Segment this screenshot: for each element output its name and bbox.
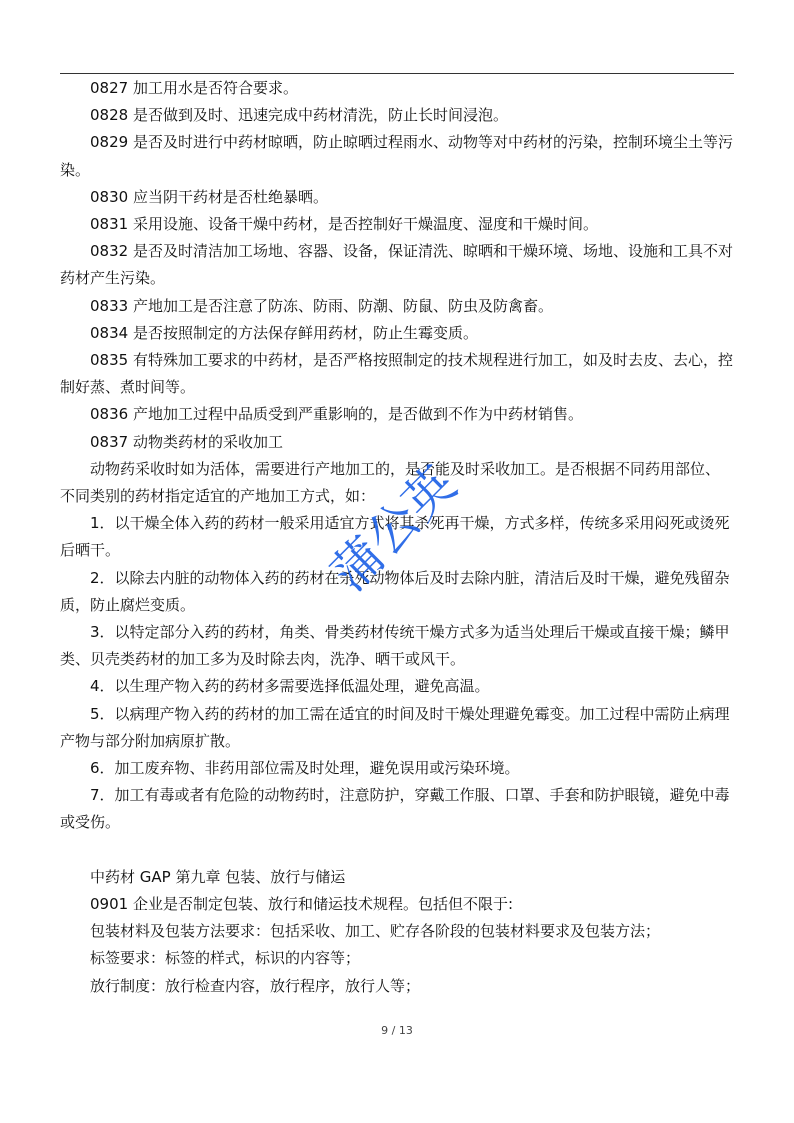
chapter-line-release: 放行制度：放行检查内容，放行程序，放行人等； [90, 976, 421, 995]
paragraph-0832: 0832 是否及时清洁加工场地、容器、设备，保证清洗、晾晒和干燥环境、场地、设施和工具不对药材产生污染。 [60, 242, 733, 288]
header-rule [60, 73, 734, 74]
paragraph-0834: 0834 是否按照制定的方法保存鲜用药材，防止生霉变质。 [90, 323, 478, 342]
chapter-line-label: 标签要求：标签的样式，标识的内容等； [90, 949, 361, 968]
paragraph-0827: 0827 加工用水是否符合要求。 [90, 79, 298, 97]
paragraph-0831: 0831 采用设施、设备干燥中药材，是否控制好干燥温度、湿度和干燥时间。 [90, 215, 598, 234]
paragraph-0833: 0833 产地加工是否注意了防冻、防雨、防潮、防鼠、防虫及防禽畜。 [90, 296, 553, 315]
list-item-3: 3．以特定部分入药的药材，角类、骨类药材传统干燥方式多为适当处理后干燥或直接干燥；鳞甲类、贝壳类药材的加工多为及时除去肉，洗净、晒干或风干。 [60, 623, 730, 669]
paragraph-intro: 动物药采收时如为活体，需要进行产地加工的，是否能及时采收加工。是否根据不同药用部位、不同类别的药材指定适宜的产地加工方式，如： [60, 459, 721, 506]
page-number: 9 / 13 [381, 1024, 413, 1037]
chapter-line-packaging: 包装材料及包装方法要求：包括采收、加工、贮存各阶段的包装材料要求及包装方法； [90, 922, 661, 941]
chapter-item-0901: 0901 企业是否制定包装、放行和储运技术规程。包括但不限于: [90, 894, 513, 913]
chapter-title: 中药材 GAP 第九章 包装、放行与储运 [90, 867, 346, 886]
list-item-2: 2．以除去内脏的动物体入药的药材在杀死动物体后及时去除内脏，清洁后及时干燥，避免残留杂质，防止腐烂变质。 [60, 568, 730, 614]
list-item-7: 7．加工有毒或者有危险的动物药时，注意防护，穿戴工作服、口罩、手套和防护眼镜，避免中毒或受伤。 [60, 786, 730, 832]
paragraph-0830: 0830 应当阴干药材是否杜绝暴晒。 [90, 187, 328, 206]
paragraph-0836: 0836 产地加工过程中品质受到严重影响的，是否做到不作为中药材销售。 [90, 405, 583, 424]
list-item-1: 1．以干燥全体入药的药材一般采用适宜方式将其杀死再干燥，方式多样，传统多采用闷死或烫死后晒干。 [60, 514, 730, 560]
list-item-5: 5．以病理产物入药的药材的加工需在适宜的时间及时干燥处理避免霉变。加工过程中需防止病理产物与部分附加病原扩散。 [60, 704, 730, 750]
section-spacer [60, 837, 734, 864]
list-item-6: 6．加工废弃物、非药用部位需及时处理，避免误用或污染环境。 [90, 759, 520, 778]
paragraph-0829: 0829 是否及时进行中药材晾晒，防止晾晒过程雨水、动物等对中药材的污染，控制环境尘土等污染。 [60, 133, 733, 179]
paragraph-0835: 0835 有特殊加工要求的中药材，是否严格按照制定的技术规程进行加工，如及时去皮、去心，控制好蒸、煮时间等。 [60, 351, 733, 397]
watermark: 蒲公英 [320, 455, 468, 603]
list-item-4: 4．以生理产物入药的药材多需要选择低温处理，避免高温。 [90, 677, 490, 696]
paragraph-0828: 0828 是否做到及时、迅速完成中药材清洗，防止长时间浸泡。 [90, 106, 508, 125]
paragraph-0837-heading: 0837 动物类药材的采收加工 [90, 432, 283, 451]
